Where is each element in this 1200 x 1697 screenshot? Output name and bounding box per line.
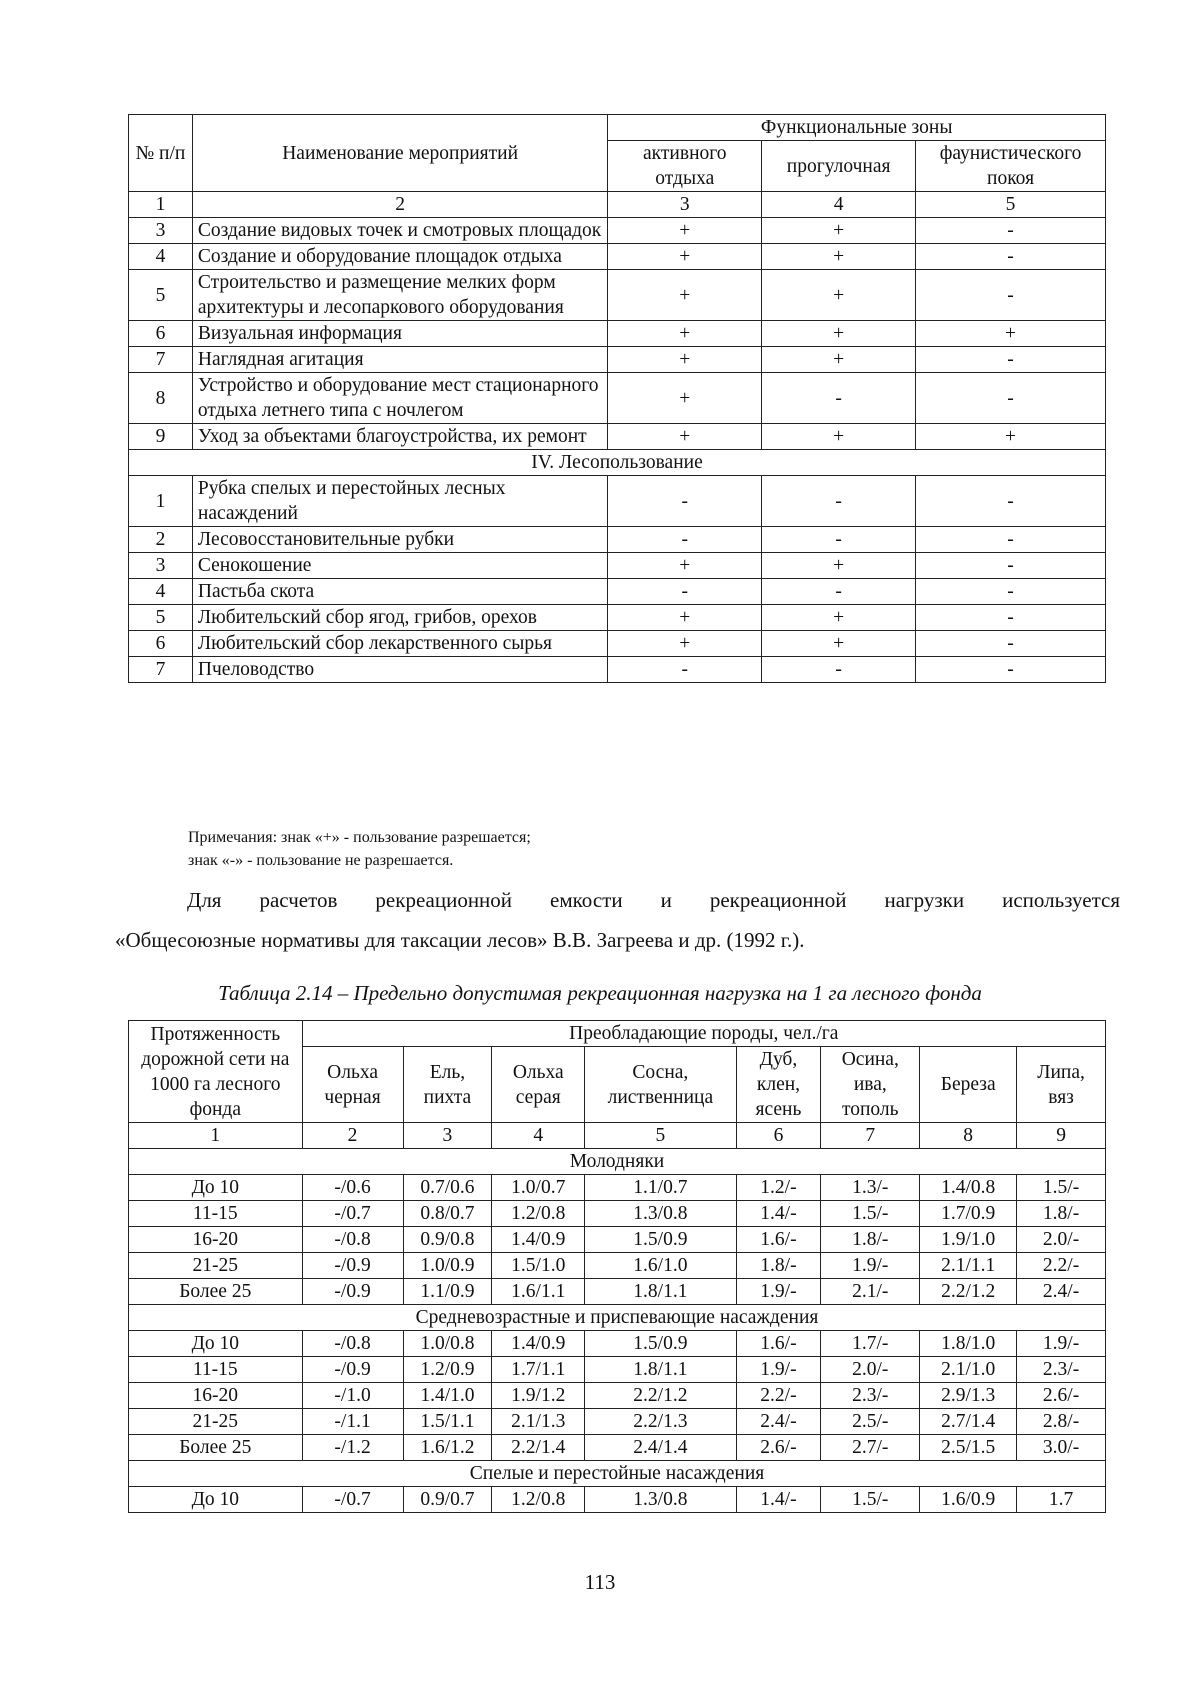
- table-row: [129, 605, 1106, 631]
- column-number: 4: [492, 1123, 585, 1149]
- load-value: 2.7/-: [821, 1435, 920, 1461]
- column-number: 7: [821, 1123, 920, 1149]
- load-value: 1.5/-: [821, 1487, 920, 1513]
- load-value: -/0.9: [302, 1357, 403, 1383]
- column-number: 1: [129, 192, 193, 218]
- load-value: 1.7/0.9: [920, 1201, 1017, 1227]
- section-row: [129, 1305, 1106, 1331]
- row-number: 6: [129, 321, 193, 347]
- load-value: 2.5/-: [821, 1409, 920, 1435]
- col-header-zone-fauna: фаунистического покоя: [916, 141, 1106, 192]
- load-value: -/1.0: [302, 1383, 403, 1409]
- zone-active-value: +: [608, 553, 762, 579]
- load-value: 2.5/1.5: [920, 1435, 1017, 1461]
- load-value: 1.8/1.1: [585, 1279, 736, 1305]
- zone-fauna-value: -: [916, 218, 1106, 244]
- load-value: -/0.6: [302, 1175, 403, 1201]
- load-value: 1.6/1.0: [585, 1253, 736, 1279]
- zone-walk-value: +: [762, 244, 916, 270]
- table-row: [129, 553, 1106, 579]
- load-value: 2.0/-: [1017, 1227, 1106, 1253]
- zone-walk-value: -: [762, 373, 916, 424]
- col-header-species-item: Сосна, лиственница: [585, 1047, 736, 1123]
- measure-name: Устройство и оборудование мест стационарного отдыха летнего типа с ночлегом: [192, 373, 607, 424]
- column-number: 8: [920, 1123, 1017, 1149]
- load-value: 0.9/0.8: [403, 1227, 492, 1253]
- row-number: 4: [129, 244, 193, 270]
- load-value: 2.2/-: [1017, 1253, 1106, 1279]
- zone-fauna-value: -: [916, 270, 1106, 321]
- load-value: 2.6/-: [1017, 1383, 1106, 1409]
- col-header-name: Наименование мероприятий: [192, 115, 607, 192]
- measure-name: Наглядная агитация: [192, 347, 607, 373]
- column-number: 2: [192, 192, 607, 218]
- row-number: 8: [129, 373, 193, 424]
- load-value: 1.4/-: [736, 1201, 821, 1227]
- load-value: 1.5/1.0: [492, 1253, 585, 1279]
- load-value: -/0.8: [302, 1227, 403, 1253]
- load-value: 1.4/0.9: [492, 1331, 585, 1357]
- load-value: 1.8/-: [736, 1253, 821, 1279]
- column-number: 1: [129, 1123, 303, 1149]
- measure-name: Любительский сбор лекарственного сырья: [192, 631, 607, 657]
- table-row: [129, 270, 1106, 321]
- col-header-num: № п/п: [129, 115, 193, 192]
- road-density-label: 11-15: [129, 1357, 303, 1383]
- measure-name: Любительский сбор ягод, грибов, орехов: [192, 605, 607, 631]
- zone-walk-value: +: [762, 218, 916, 244]
- load-value: 2.2/-: [736, 1383, 821, 1409]
- load-value: 0.9/0.7: [403, 1487, 492, 1513]
- table-caption: Таблица 2.14 – Предельно допустимая рекреационная нагрузка на 1 га лесного фонда: [218, 981, 982, 1005]
- load-value: 1.3/-: [821, 1175, 920, 1201]
- zone-active-value: +: [608, 270, 762, 321]
- zone-walk-value: +: [762, 270, 916, 321]
- table-row: [129, 579, 1106, 605]
- column-number: 3: [608, 192, 762, 218]
- load-value: 2.4/-: [1017, 1279, 1106, 1305]
- load-value: 1.4/0.9: [492, 1227, 585, 1253]
- table-row: [129, 476, 1106, 527]
- load-value: 2.4/-: [736, 1409, 821, 1435]
- zone-active-value: -: [608, 527, 762, 553]
- col-header-species-item: Ель, пихта: [403, 1047, 492, 1123]
- section-title: Молодняки: [129, 1149, 1106, 1175]
- table-row: [129, 527, 1106, 553]
- load-value: 1.8/-: [821, 1227, 920, 1253]
- load-value: 2.0/-: [821, 1357, 920, 1383]
- load-value: -/0.9: [302, 1279, 403, 1305]
- zone-active-value: +: [608, 373, 762, 424]
- zone-walk-value: +: [762, 553, 916, 579]
- section-title: Спелые и перестойные насаждения: [129, 1461, 1106, 1487]
- load-value: 1.7: [1017, 1487, 1106, 1513]
- load-value: 1.2/0.8: [492, 1487, 585, 1513]
- paragraph-line: Для расчетов рекреационной емкости и рекреационной нагрузки используется: [187, 888, 1120, 912]
- zone-fauna-value: -: [916, 605, 1106, 631]
- zone-fauna-value: -: [916, 553, 1106, 579]
- measure-name: Пчеловодство: [192, 657, 607, 683]
- zone-walk-value: -: [762, 579, 916, 605]
- table-row: [129, 1435, 1106, 1461]
- load-value: 2.4/1.4: [585, 1435, 736, 1461]
- load-value: 1.5/-: [1017, 1175, 1106, 1201]
- load-value: 1.6/-: [736, 1227, 821, 1253]
- load-value: 2.9/1.3: [920, 1383, 1017, 1409]
- load-value: 1.8/-: [1017, 1201, 1106, 1227]
- load-value: 1.9/1.0: [920, 1227, 1017, 1253]
- col-header-species-item: Дуб, клен, ясень: [736, 1047, 821, 1123]
- table-row: [129, 347, 1106, 373]
- zone-fauna-value: -: [916, 527, 1106, 553]
- table-row: [129, 1357, 1106, 1383]
- col-header-zones: Функциональные зоны: [608, 115, 1106, 141]
- table-notes: [188, 826, 531, 872]
- load-value: 2.1/1.3: [492, 1409, 585, 1435]
- zone-active-value: -: [608, 476, 762, 527]
- load-value: 1.7/-: [821, 1331, 920, 1357]
- load-value: 1.0/0.9: [403, 1253, 492, 1279]
- measure-name: Рубка спелых и перестойных лесных насаждений: [192, 476, 607, 527]
- note-line: знак «-» - пользование не разрешается.: [188, 852, 454, 869]
- table-row: [129, 244, 1106, 270]
- recreation-table-body: [129, 1149, 1106, 1513]
- section-row: [129, 1461, 1106, 1487]
- zone-fauna-value: -: [916, 631, 1106, 657]
- table-row: [129, 1175, 1106, 1201]
- zone-active-value: -: [608, 579, 762, 605]
- measures-table: [128, 114, 1106, 683]
- load-value: 2.1/1.1: [920, 1253, 1017, 1279]
- zone-active-value: +: [608, 605, 762, 631]
- load-value: 1.0/0.8: [403, 1331, 492, 1357]
- measures-group-a: [129, 218, 1106, 450]
- column-number: 6: [736, 1123, 821, 1149]
- column-number: 3: [403, 1123, 492, 1149]
- load-value: 1.6/-: [736, 1331, 821, 1357]
- measure-name: Создание видовых точек и смотровых площадок: [192, 218, 607, 244]
- zone-active-value: +: [608, 424, 762, 450]
- load-value: 2.2/1.2: [585, 1383, 736, 1409]
- load-value: 1.3/0.8: [585, 1201, 736, 1227]
- load-value: 1.5/0.9: [585, 1331, 736, 1357]
- row-number: 1: [129, 476, 193, 527]
- row-number: 7: [129, 657, 193, 683]
- load-value: -/0.8: [302, 1331, 403, 1357]
- load-value: 2.2/1.2: [920, 1279, 1017, 1305]
- load-value: 1.8/1.0: [920, 1331, 1017, 1357]
- load-value: 1.5/1.1: [403, 1409, 492, 1435]
- measure-name: Пастьба скота: [192, 579, 607, 605]
- load-value: 1.9/-: [1017, 1331, 1106, 1357]
- load-value: 0.7/0.6: [403, 1175, 492, 1201]
- road-density-label: 16-20: [129, 1227, 303, 1253]
- row-number: 9: [129, 424, 193, 450]
- row-number: 4: [129, 579, 193, 605]
- measures-section: [129, 450, 1106, 476]
- load-value: 2.3/-: [1017, 1357, 1106, 1383]
- note-line: Примечания: знак «+» - пользование разрешается;: [188, 829, 531, 846]
- table-row: [129, 1201, 1106, 1227]
- measure-name: Визуальная информация: [192, 321, 607, 347]
- measure-name: Уход за объектами благоустройства, их ремонт: [192, 424, 607, 450]
- load-value: 1.9/-: [736, 1357, 821, 1383]
- road-density-label: 16-20: [129, 1383, 303, 1409]
- column-number-row: [129, 192, 1106, 218]
- road-density-label: Более 25: [129, 1435, 303, 1461]
- zone-walk-value: -: [762, 657, 916, 683]
- load-value: 2.7/1.4: [920, 1409, 1017, 1435]
- paragraph-line: «Общесоюзные нормативы для таксации лесов» В.В. Загреева и др. (1992 г.).: [115, 928, 805, 952]
- measure-name: Сенокошение: [192, 553, 607, 579]
- table-row: [129, 1487, 1106, 1513]
- zone-fauna-value: -: [916, 476, 1106, 527]
- load-value: -/0.9: [302, 1253, 403, 1279]
- column-number: 2: [302, 1123, 403, 1149]
- load-value: 1.9/-: [821, 1253, 920, 1279]
- table-row: [129, 218, 1106, 244]
- load-value: 1.2/-: [736, 1175, 821, 1201]
- load-value: 1.2/0.9: [403, 1357, 492, 1383]
- zone-active-value: +: [608, 244, 762, 270]
- col-header-species-item: Липа, вяз: [1017, 1047, 1106, 1123]
- load-value: 1.4/0.8: [920, 1175, 1017, 1201]
- load-value: 1.4/-: [736, 1487, 821, 1513]
- load-value: 2.8/-: [1017, 1409, 1106, 1435]
- load-value: 1.1/0.7: [585, 1175, 736, 1201]
- row-number: 2: [129, 527, 193, 553]
- road-density-label: До 10: [129, 1175, 303, 1201]
- table-row: [129, 1227, 1106, 1253]
- recreation-table-head: [129, 1021, 1106, 1149]
- load-value: 1.6/1.2: [403, 1435, 492, 1461]
- zone-fauna-value: +: [916, 424, 1106, 450]
- col-header-species-item: Ольха черная: [302, 1047, 403, 1123]
- table-row: [129, 1409, 1106, 1435]
- measures-group-b: [129, 476, 1106, 683]
- zone-walk-value: -: [762, 527, 916, 553]
- zone-active-value: +: [608, 631, 762, 657]
- load-value: -/1.2: [302, 1435, 403, 1461]
- table-row: [129, 1331, 1106, 1357]
- load-value: 1.7/1.1: [492, 1357, 585, 1383]
- zone-fauna-value: -: [916, 373, 1106, 424]
- measure-name: Создание и оборудование площадок отдыха: [192, 244, 607, 270]
- measures-table-body: [129, 115, 1106, 218]
- col-header-road: Протяженность дорожной сети на 1000 га лесного фонда: [129, 1021, 303, 1123]
- zone-walk-value: +: [762, 424, 916, 450]
- zone-fauna-value: +: [916, 321, 1106, 347]
- col-header-zone-active: активного отдыха: [608, 141, 762, 192]
- col-header-species: Преобладающие породы, чел./га: [302, 1021, 1105, 1047]
- load-value: 2.1/1.0: [920, 1357, 1017, 1383]
- load-value: -/0.7: [302, 1201, 403, 1227]
- load-value: 2.1/-: [821, 1279, 920, 1305]
- col-header-species-item: Береза: [920, 1047, 1017, 1123]
- load-value: 1.6/1.1: [492, 1279, 585, 1305]
- column-number: 5: [916, 192, 1106, 218]
- load-value: 1.9/1.2: [492, 1383, 585, 1409]
- column-number-row: [129, 1123, 1106, 1149]
- section-row: [129, 1149, 1106, 1175]
- zone-fauna-value: -: [916, 347, 1106, 373]
- table-row: [129, 1279, 1106, 1305]
- table-row: [129, 1253, 1106, 1279]
- row-number: 7: [129, 347, 193, 373]
- table-header-row: [129, 115, 1106, 141]
- col-header-zone-walk: прогулочная: [762, 141, 916, 192]
- load-value: 1.4/1.0: [403, 1383, 492, 1409]
- table-header-row: [129, 1021, 1106, 1047]
- load-value: 1.5/-: [821, 1201, 920, 1227]
- load-value: 2.6/-: [736, 1435, 821, 1461]
- zone-walk-value: +: [762, 631, 916, 657]
- column-number: 5: [585, 1123, 736, 1149]
- zone-walk-value: -: [762, 476, 916, 527]
- table-row: [129, 373, 1106, 424]
- load-value: 1.6/0.9: [920, 1487, 1017, 1513]
- road-density-label: До 10: [129, 1487, 303, 1513]
- table-row: [129, 1383, 1106, 1409]
- load-value: 1.3/0.8: [585, 1487, 736, 1513]
- load-value: -/1.1: [302, 1409, 403, 1435]
- section-row: [129, 450, 1106, 476]
- table-row: [129, 424, 1106, 450]
- col-header-species-item: Осина, ива, тополь: [821, 1047, 920, 1123]
- column-number: 9: [1017, 1123, 1106, 1149]
- zone-walk-value: +: [762, 347, 916, 373]
- road-density-label: 21-25: [129, 1253, 303, 1279]
- load-value: 3.0/-: [1017, 1435, 1106, 1461]
- page-number: 113: [584, 1570, 616, 1594]
- recreation-load-table: [128, 1020, 1106, 1513]
- zone-fauna-value: -: [916, 579, 1106, 605]
- road-density-label: Более 25: [129, 1279, 303, 1305]
- zone-fauna-value: -: [916, 657, 1106, 683]
- zone-active-value: +: [608, 218, 762, 244]
- measure-name: Лесовосстановительные рубки: [192, 527, 607, 553]
- load-value: 2.2/1.4: [492, 1435, 585, 1461]
- zone-walk-value: +: [762, 321, 916, 347]
- table-row: [129, 631, 1106, 657]
- row-number: 3: [129, 218, 193, 244]
- column-number: 4: [762, 192, 916, 218]
- load-value: 1.0/0.7: [492, 1175, 585, 1201]
- load-value: 1.2/0.8: [492, 1201, 585, 1227]
- load-value: 1.9/-: [736, 1279, 821, 1305]
- row-number: 5: [129, 270, 193, 321]
- section-title: Средневозрастные и приспевающие насаждения: [129, 1305, 1106, 1331]
- table-row: [129, 321, 1106, 347]
- zone-walk-value: +: [762, 605, 916, 631]
- row-number: 5: [129, 605, 193, 631]
- road-density-label: 21-25: [129, 1409, 303, 1435]
- load-value: 1.8/1.1: [585, 1357, 736, 1383]
- measure-name: Строительство и размещение мелких форм архитектуры и лесопаркового оборудования: [192, 270, 607, 321]
- row-number: 6: [129, 631, 193, 657]
- road-density-label: 11-15: [129, 1201, 303, 1227]
- load-value: 2.3/-: [821, 1383, 920, 1409]
- table-row: [129, 657, 1106, 683]
- row-number: 3: [129, 553, 193, 579]
- section-title: IV. Лесопользование: [129, 450, 1106, 476]
- zone-active-value: -: [608, 657, 762, 683]
- load-value: 1.5/0.9: [585, 1227, 736, 1253]
- load-value: -/0.7: [302, 1487, 403, 1513]
- zone-active-value: +: [608, 347, 762, 373]
- road-density-label: До 10: [129, 1331, 303, 1357]
- zone-active-value: +: [608, 321, 762, 347]
- load-value: 2.2/1.3: [585, 1409, 736, 1435]
- load-value: 0.8/0.7: [403, 1201, 492, 1227]
- col-header-species-item: Ольха серая: [492, 1047, 585, 1123]
- zone-fauna-value: -: [916, 244, 1106, 270]
- load-value: 1.1/0.9: [403, 1279, 492, 1305]
